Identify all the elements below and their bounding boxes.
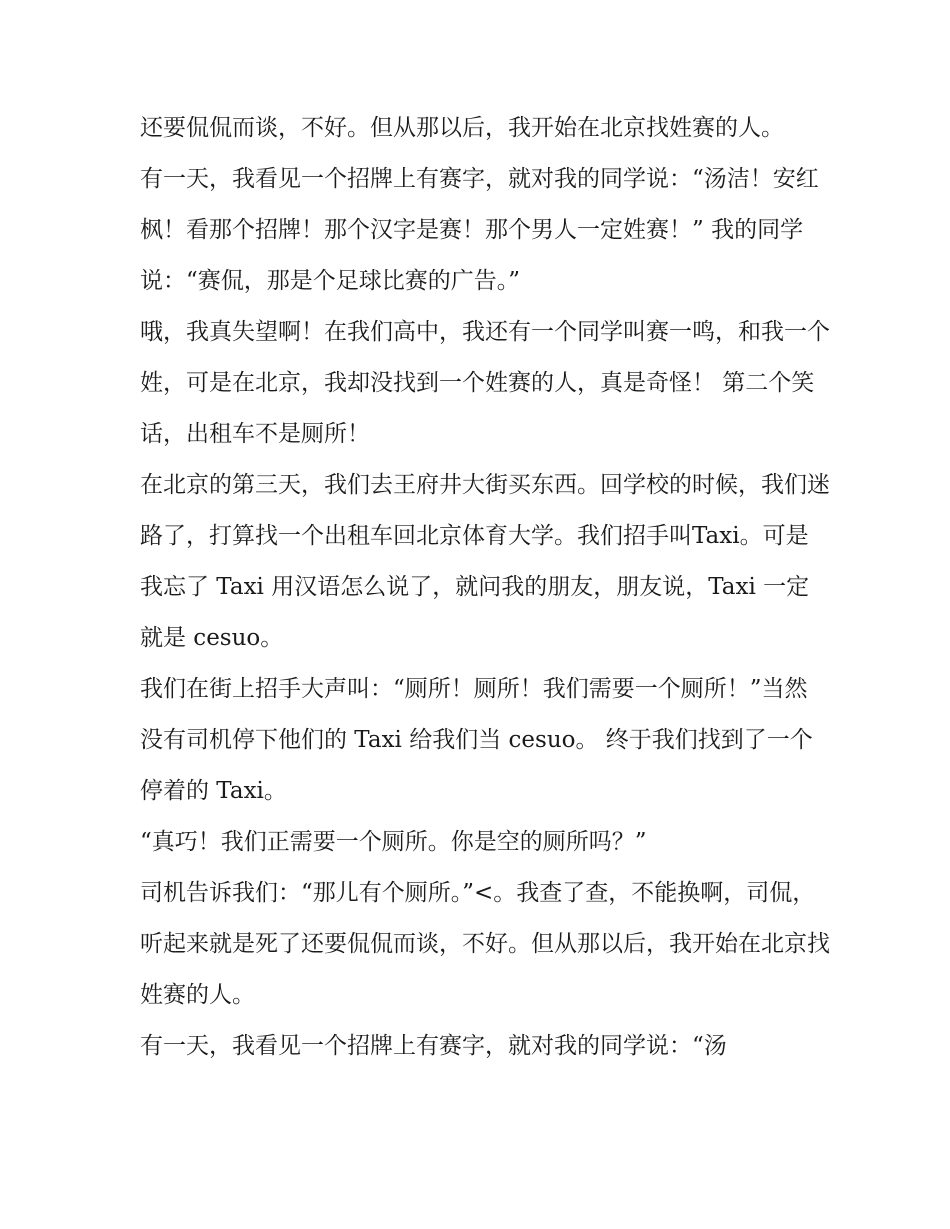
document-body: [140, 103, 830, 1072]
paragraph-8: 有一天，我看见一个招牌上有赛字，就对我的同学说：“汤: [140, 1033, 727, 1059]
paragraph-6: “真巧！我们正需要一个厕所。你是空的厕所吗？”: [140, 829, 647, 855]
paragraph-3: 哦，我真失望啊！在我们高中，我还有一个同学叫赛一鸣，和我一个姓，可是在北京，我却没找到一个姓赛的人，真是奇怪！ 第二个笑话，出租车不是厕所！: [140, 319, 830, 447]
paragraph-7: 司机告诉我们：“那儿有个厕所。”<。我查了查，不能换啊，司侃，听起来就是死了还要侃侃而谈，不好。但从那以后，我开始在北京找姓赛的人。: [140, 880, 830, 1008]
paragraph-4: 在北京的第三天，我们去王府井大街买东西。回学校的时候，我们迷路了，打算找一个出租车回北京体育大学。我们招手叫Taxi。可是我忘了 Taxi 用汉语怎么说了，就问我的朋友，朋友说，Taxi 一定就是 cesuo。: [140, 472, 830, 651]
paragraph-2: 有一天，我看见一个招牌上有赛字，就对我的同学说：“汤洁！安红枫！看那个招牌！那个汉字是赛！那个男人一定姓赛！” 我的同学说：“赛侃，那是个足球比赛的广告。”: [140, 166, 819, 294]
paragraph-1: 还要侃侃而谈，不好。但从那以后，我开始在北京找姓赛的人。: [140, 115, 784, 141]
paragraph-5: 我们在街上招手大声叫：“厕所！厕所！我们需要一个厕所！”当然没有司机停下他们的 Taxi 给我们当 cesuo。 终于我们找到了一个停着的 Taxi。: [140, 676, 813, 804]
